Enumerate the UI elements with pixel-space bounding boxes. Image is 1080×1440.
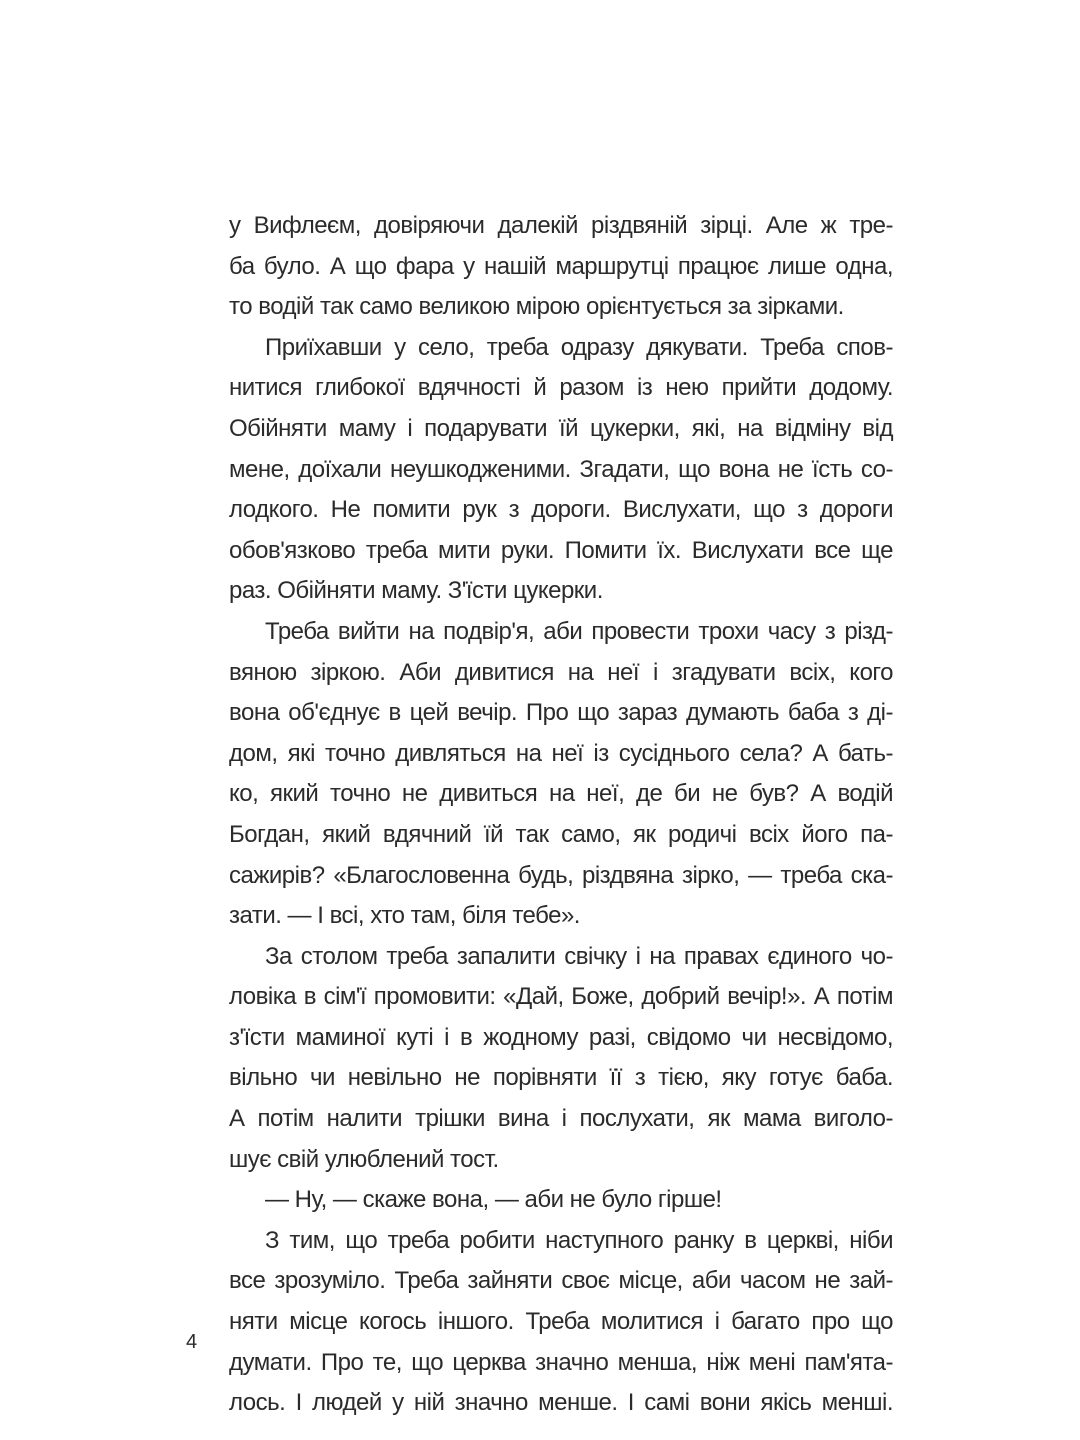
text-line: дом, які точно дивляться на неї із сусіднього села? А бать- — [229, 739, 893, 767]
paragraph-first-line: За столом треба запалити свічку і на правах єдиного чо- — [265, 942, 893, 970]
text-line: ловіка в сім'ї промовити: «Дай, Боже, добрий вечір!». А потім — [229, 983, 893, 1011]
text-line: мене, доїхали неушкодженими. Згадати, що вона не їсть со- — [229, 455, 893, 483]
text-line: сажирів? «Благословенна будь, різдвяна зірко, — треба ска- — [229, 861, 893, 889]
text-line: шує свій улюблений тост. — [229, 1145, 499, 1173]
paragraph-first-line: Приїхавши у село, треба одразу дякувати. Треба спов- — [265, 333, 893, 361]
text-line: все зрозуміло. Треба зайняти своє місце, аби часом не зай- — [229, 1267, 893, 1295]
text-line: то водій так само великою мірою орієнтується за зірками. — [229, 293, 844, 321]
text-line: вільно чи невільно не порівняти її з тією, яку готує баба. — [229, 1064, 893, 1092]
text-line: Богдан, який вдячний їй так само, як родичі всіх його па- — [229, 820, 893, 848]
text-line: вяною зіркою. Аби дивитися на неї і згадувати всіх, кого — [229, 658, 893, 686]
text-line: лось. І людей у ній значно менше. І самі вони якісь менші. — [229, 1389, 893, 1417]
text-line: з'їсти маминої куті і в жодному разі, свідомо чи несвідомо, — [229, 1023, 893, 1051]
paragraph-first-line: З тим, що треба робити наступного ранку в церкві, ніби — [265, 1226, 893, 1254]
text-line: ба було. А що фара у нашій маршрутці працює лише одна, — [229, 252, 893, 280]
text-line: ко, який точно не дивиться на неї, де би не був? А водій — [229, 780, 893, 808]
text-line: няти місце когось іншого. Треба молитися і багато про що — [229, 1308, 893, 1336]
text-line: у Вифлеєм, довіряючи далекій різдвяній зірці. Але ж тре- — [229, 212, 893, 239]
page-number: 4 — [186, 1331, 198, 1353]
text-line: А потім налити трішки вина і послухати, як мама виголо- — [229, 1105, 893, 1133]
dialogue-line: — Ну, — скаже вона, — аби не було гірше! — [265, 1186, 722, 1214]
text-line: думати. Про те, що церква значно менша, ніж мені пам'ята- — [229, 1348, 893, 1376]
paragraph-first-line: Треба вийти на подвір'я, аби провести трохи часу з різд- — [265, 617, 893, 645]
text-line: вона об'єднує в цей вечір. Про що зараз думають баба з ді- — [229, 699, 893, 727]
text-line: Обійняти маму і подарувати їй цукерки, які, на відміну від — [229, 414, 893, 442]
text-line: лодкого. Не помити рук з дороги. Вислухати, що з дороги — [229, 496, 893, 524]
text-line: раз. Обійняти маму. З'їсти цукерки. — [229, 577, 603, 605]
body-text — [229, 206, 893, 1424]
text-line: нитися глибокої вдячності й разом із нею прийти додому. — [229, 374, 893, 402]
text-line: обов'язково треба мити руки. Помити їх. Вислухати все ще — [229, 536, 893, 564]
text-line: зати. — І всі, хто там, біля тебе». — [229, 902, 580, 930]
